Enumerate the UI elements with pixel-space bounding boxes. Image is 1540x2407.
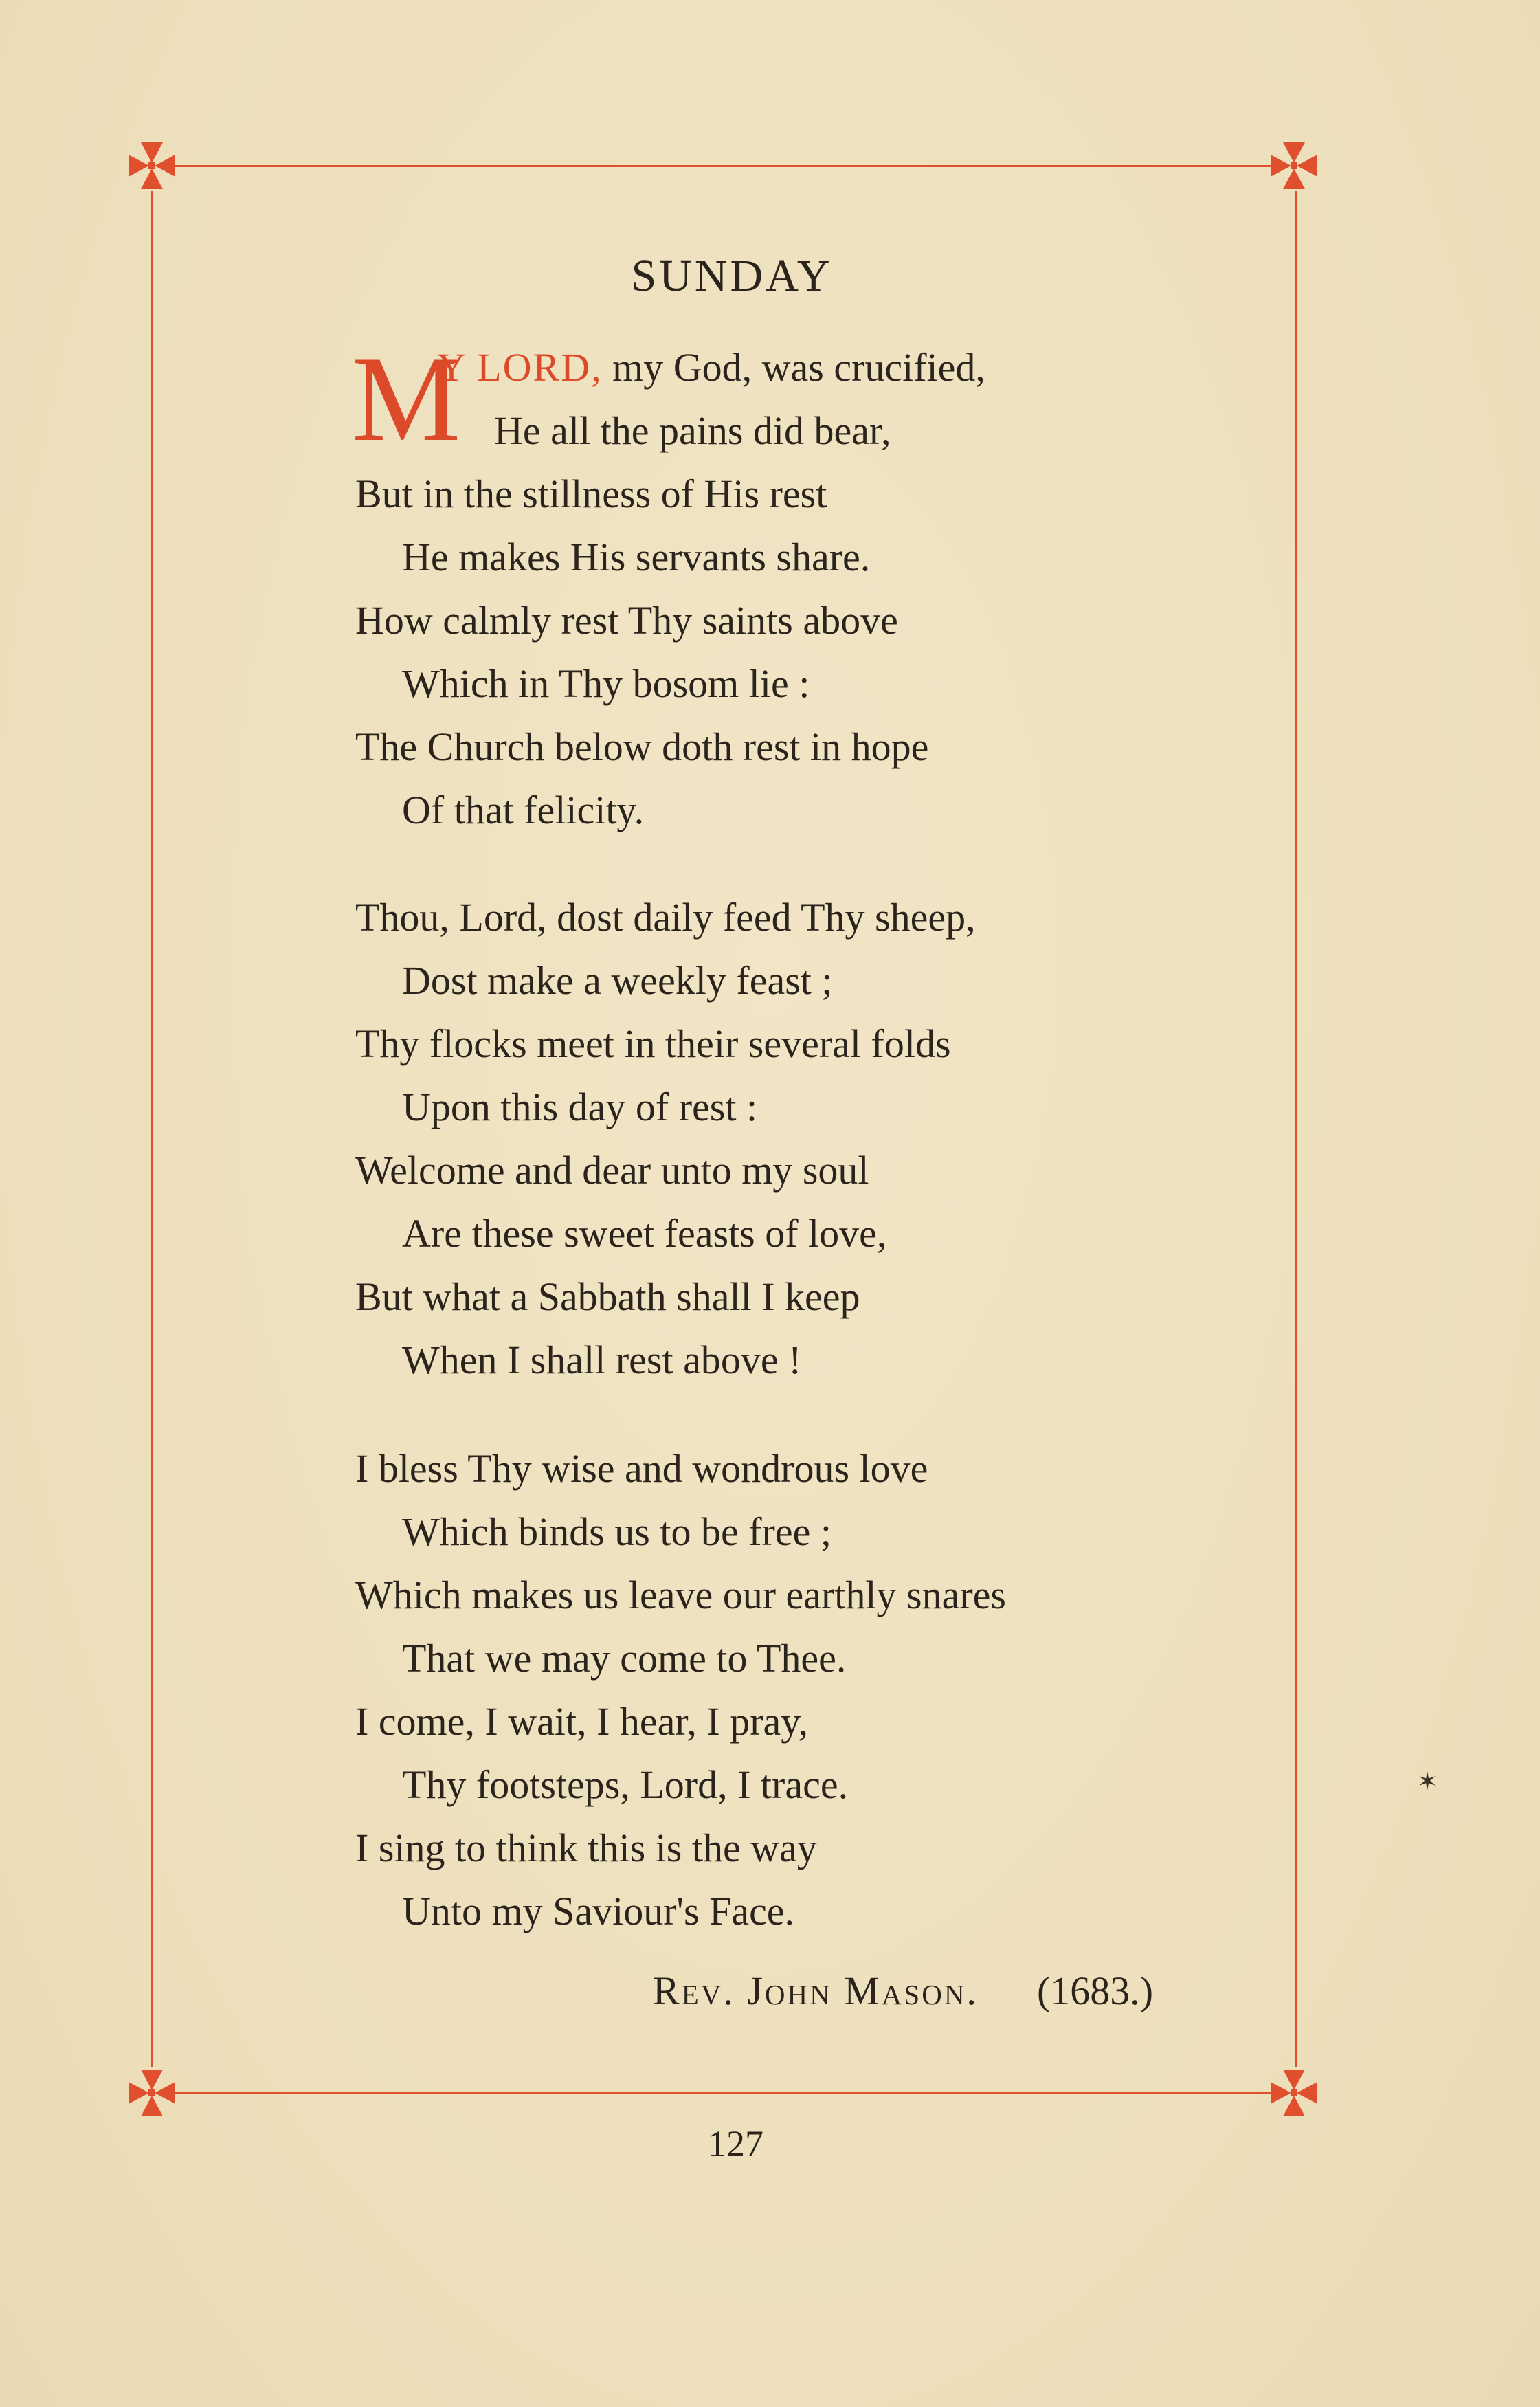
- poem-line: That we may come to Thee.: [402, 1636, 847, 1681]
- frame-top-rule: [175, 165, 1278, 167]
- frame-right-rule: [1295, 191, 1297, 2067]
- poem-line: The Church below doth rest in hope: [355, 724, 929, 769]
- poem-line: He all the pains did bear,: [494, 408, 891, 453]
- attribution: [653, 1967, 1153, 2015]
- drop-cap: M: [352, 331, 461, 467]
- poem-line: Thy footsteps, Lord, I trace.: [402, 1762, 849, 1807]
- first-line-lord: Y LORD,: [437, 345, 603, 390]
- poem-line: When I shall rest above !: [402, 1338, 802, 1382]
- frame-left-rule: [151, 191, 153, 2067]
- cross-pattee-icon: [126, 140, 178, 192]
- poem-line: Which in Thy bosom lie :: [402, 661, 810, 706]
- attribution-year: (1683.): [1036, 1968, 1154, 2013]
- poem-line: I sing to think this is the way: [355, 1826, 817, 1870]
- poem-line: Are these sweet feasts of love,: [402, 1211, 887, 1256]
- poem-line: How calmly rest Thy saints above: [355, 598, 898, 643]
- poem-line: I bless Thy wise and wondrous love: [355, 1446, 928, 1491]
- poem-title: SUNDAY: [631, 251, 833, 301]
- poem-line: He makes His servants share.: [402, 535, 871, 579]
- cross-pattee-icon: [1268, 140, 1320, 192]
- poem-first-line: [437, 344, 985, 392]
- poem-line: I come, I wait, I hear, I pray,: [355, 1699, 808, 1744]
- poem-line: Welcome and dear unto my soul: [355, 1148, 869, 1193]
- poem-line: Unto my Saviour's Face.: [402, 1889, 795, 1933]
- first-line-rest: my God, was crucified,: [602, 345, 985, 390]
- attribution-author: Rev. John Mason.: [653, 1968, 979, 2013]
- page-number: 127: [708, 2123, 763, 2164]
- poem-line: But in the stillness of His rest: [355, 472, 827, 516]
- poem-line: But what a Sabbath shall I keep: [355, 1274, 860, 1319]
- poem-line: Of that felicity.: [402, 788, 645, 832]
- poem-line: Which makes us leave our earthly snares: [355, 1573, 1006, 1617]
- frame-bottom-rule: [175, 2092, 1278, 2094]
- cross-pattee-icon: [126, 2067, 178, 2119]
- margin-asterisk: ✶: [1417, 1768, 1438, 1795]
- cross-pattee-icon: [1268, 2067, 1320, 2119]
- poem-line: Which binds us to be free ;: [402, 1509, 832, 1554]
- poem-line: Dost make a weekly feast ;: [402, 958, 833, 1003]
- poem-line: Thy flocks meet in their several folds: [355, 1021, 951, 1066]
- poem-line: Upon this day of rest :: [402, 1085, 758, 1129]
- poem-line: Thou, Lord, dost daily feed Thy sheep,: [355, 895, 976, 940]
